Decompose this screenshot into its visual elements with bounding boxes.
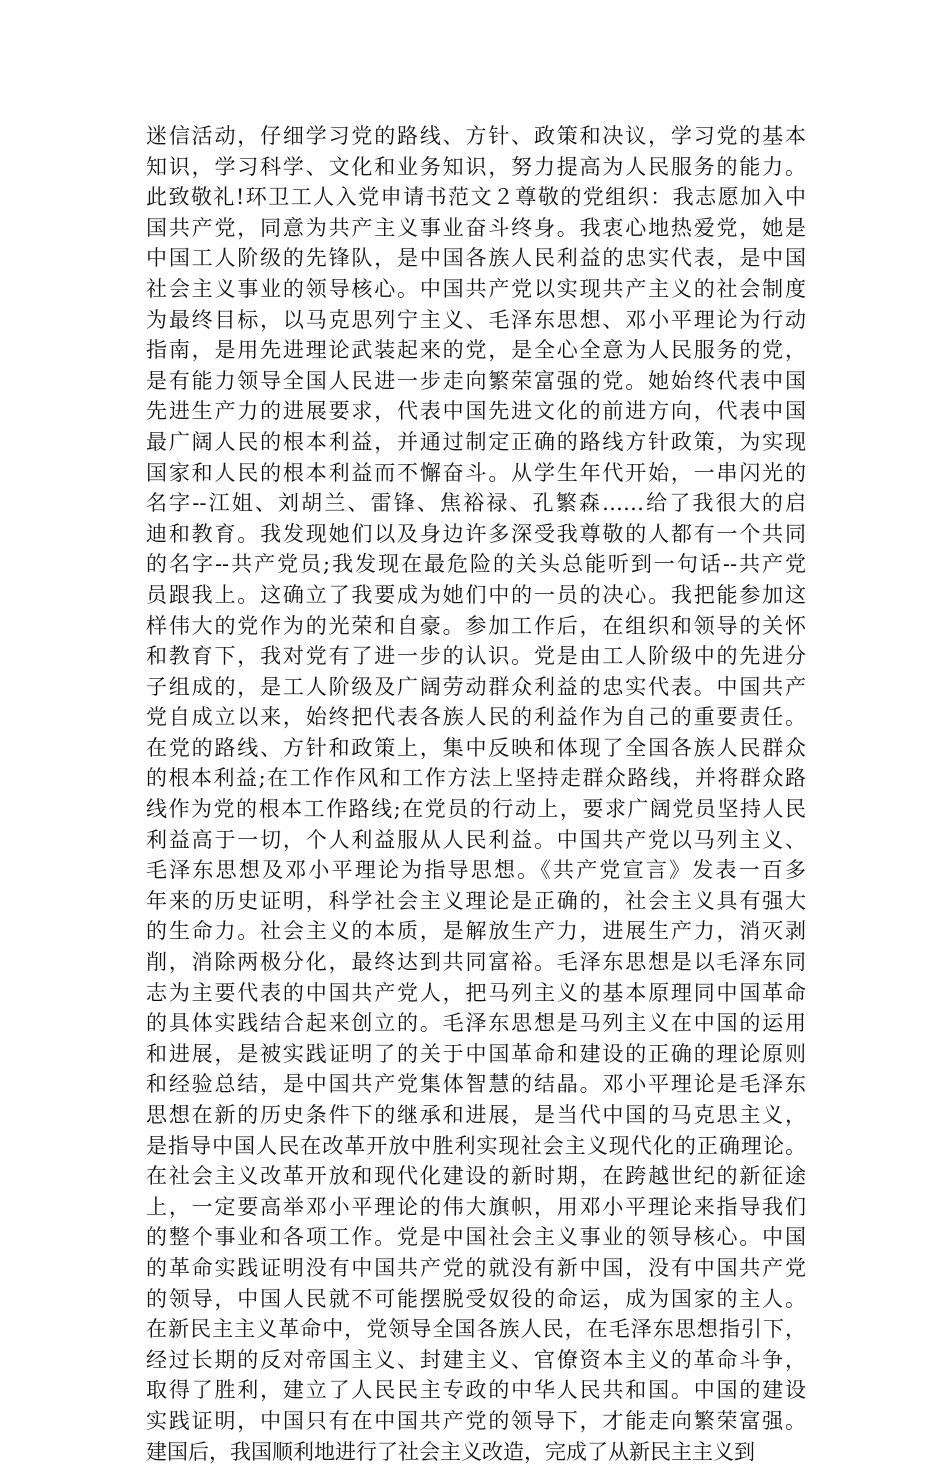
text-line: 的领导，中国人民就不可能摆脱受奴役的命运，成为国家的主人。 — [146, 1286, 806, 1311]
text-line: 建国后，我国顺利地进行了社会主义改造，完成了从新民主主义到 — [146, 1439, 755, 1464]
text-line: 员跟我上。这确立了我要成为她们中的一员的决心。我把能参加这 — [146, 582, 806, 607]
text-line: 在社会主义改革开放和现代化建设的新时期，在跨越世纪的新征途 — [146, 1164, 806, 1189]
text-line: 的革命实践证明没有中国共产党的就没有新中国，没有中国共产党 — [146, 1255, 806, 1280]
text-line: 年来的历史证明，科学社会主义理论是正确的，社会主义具有强大 — [146, 888, 806, 913]
text-line: 利益高于一切，个人利益服从人民利益。中国共产党以马列主义、 — [146, 827, 806, 852]
text-line: 此致敬礼!环卫工人入党申请书范文２尊敬的党组织：我志愿加入中 — [146, 185, 806, 210]
text-line: 子组成的，是工人阶级及广阔劳动群众利益的忠实代表。中国共产 — [146, 674, 806, 699]
text-line: 思想在新的历史条件下的继承和进展，是当代中国的马克思主义， — [146, 1103, 806, 1127]
text-line: 先进生产力的进展要求，代表中国先进文化的前进方向，代表中国 — [146, 399, 806, 424]
text-line: 知识，学习科学、文化和业务知识，努力提高为人民服务的能力。 — [146, 154, 806, 179]
text-line: 中国工人阶级的先锋队，是中国各族人民利益的忠实代表，是中国 — [146, 246, 806, 271]
text-line: 名字--江姐、刘胡兰、雷锋、焦裕禄、孔繁森……给了我很大的启 — [146, 491, 806, 516]
text-line: 党自成立以来，始终把代表各族人民的利益作为自己的重要责任。 — [146, 705, 806, 730]
body-text — [146, 121, 806, 1467]
text-line: 和进展，是被实践证明了的关于中国革命和建设的正确的理论原则 — [146, 1041, 806, 1066]
text-line: 在新民主主义革命中，党领导全国各族人民，在毛泽东思想指引下， — [146, 1317, 806, 1342]
text-line: 的名字--共产党员;我发现在最危险的关头总能听到一句话--共产党 — [146, 552, 806, 577]
text-line: 国共产党，同意为共产主义事业奋斗终身。我衷心地热爱党，她是 — [146, 215, 806, 240]
text-line: 迷信活动，仔细学习党的路线、方针、政策和决议，学习党的基本 — [146, 124, 806, 148]
text-line: 国家和人民的根本利益而不懈奋斗。从学生年代开始，一串闪光的 — [146, 460, 806, 485]
text-line: 的整个事业和各项工作。党是中国社会主义事业的领导核心。中国 — [146, 1225, 806, 1250]
text-line: 取得了胜利，建立了人民民主专政的中华人民共和国。中国的建设 — [146, 1378, 806, 1403]
text-line: 和经验总结，是中国共产党集体智慧的结晶。邓小平理论是毛泽东 — [146, 1072, 806, 1097]
text-line: 毛泽东思想及邓小平理论为指导思想。《共产党宣言》发表一百多 — [146, 858, 806, 883]
text-line: 最广阔人民的根本利益，并通过制定正确的路线方针政策，为实现 — [146, 429, 806, 454]
text-line: 的根本利益;在工作作风和工作方法上坚持走群众路线，并将群众路 — [146, 766, 806, 791]
text-line: 指南，是用先进理论武装起来的党，是全心全意为人民服务的党， — [146, 338, 806, 363]
text-line: 线作为党的根本工作路线;在党员的行动上，要求广阔党员坚持人民 — [146, 797, 806, 822]
text-line: 是指导中国人民在改革开放中胜利实现社会主义现代化的正确理论。 — [146, 1133, 806, 1158]
text-line: 迪和教育。我发现她们以及身边许多深受我尊敬的人都有一个共同 — [146, 521, 806, 546]
text-line: 经过长期的反对帝国主义、封建主义、官僚资本主义的革命斗争， — [146, 1347, 806, 1372]
text-line: 志为主要代表的中国共产党人，把马列主义的基本原理同中国革命 — [146, 980, 806, 1005]
text-line: 是有能力领导全国人民进一步走向繁荣富强的党。她始终代表中国 — [146, 368, 806, 393]
text-line: 上，一定要高举邓小平理论的伟大旗帜，用邓小平理论来指导我们 — [146, 1194, 806, 1219]
text-line: 实践证明，中国只有在中国共产党的领导下，才能走向繁荣富强。 — [146, 1408, 806, 1433]
text-line: 在党的路线、方针和政策上，集中反映和体现了全国各族人民群众 — [146, 735, 806, 760]
text-line: 削，消除两极分化，最终达到共同富裕。毛泽东思想是以毛泽东同 — [146, 950, 806, 975]
text-line: 样伟大的党作为的光荣和自豪。参加工作后，在组织和领导的关怀 — [146, 613, 806, 638]
text-line: 的生命力。社会主义的本质，是解放生产力，进展生产力，消灭剥 — [146, 919, 806, 944]
text-line: 社会主义事业的领导核心。中国共产党以实现共产主义的社会制度 — [146, 276, 806, 301]
text-line: 和教育下，我对党有了进一步的认识。党是由工人阶级中的先进分 — [146, 644, 806, 669]
text-line: 的具体实践结合起来创立的。毛泽东思想是马列主义在中国的运用 — [146, 1011, 806, 1036]
text-line: 为最终目标，以马克思列宁主义、毛泽东思想、邓小平理论为行动 — [146, 307, 806, 332]
